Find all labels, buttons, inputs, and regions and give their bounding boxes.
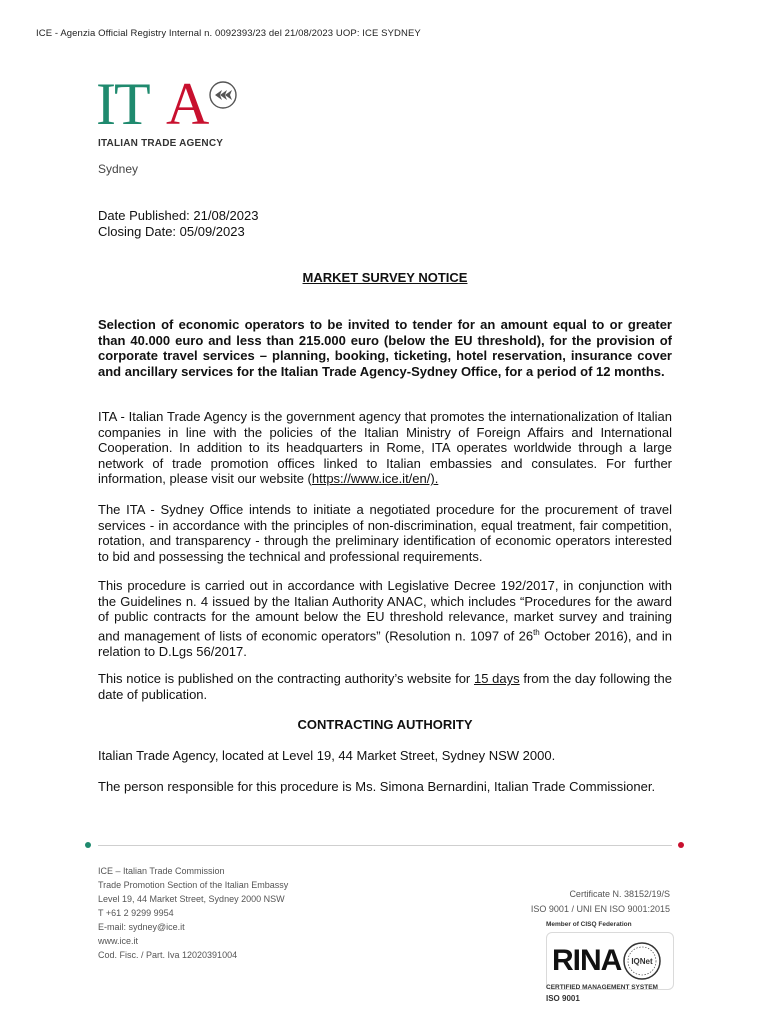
logo-letters-it: IT	[96, 71, 149, 137]
intro-paragraph	[98, 409, 672, 487]
authority-address: Italian Trade Agency, located at Level 19, 44 Market Street, Sydney NSW 2000.	[98, 748, 556, 763]
notice-dates	[98, 208, 258, 240]
separator-dot-red	[678, 842, 684, 848]
certification-info	[500, 887, 670, 917]
ice-website-link[interactable]: https://www.ice.it/en/).	[311, 471, 439, 487]
footer-address: Level 19, 44 Market Street, Sydney 2000 NSW	[98, 894, 285, 904]
contracting-authority-heading	[0, 717, 770, 732]
footer-phone: T +61 2 9299 9954	[98, 908, 174, 918]
rina-logo: RINA	[552, 944, 622, 977]
footer-contact	[98, 864, 288, 962]
publish-text-a: This notice is published on the contracting authority’s website for	[98, 671, 474, 686]
closing-date: Closing Date: 05/09/2023	[98, 224, 245, 239]
iqnet-label: IQNet	[631, 957, 653, 966]
iqnet-badge-icon	[622, 941, 662, 981]
footer-email[interactable]: E-mail: sydney@ice.it	[98, 922, 185, 932]
footer-separator	[98, 845, 672, 846]
footer-tax-code: Cod. Fisc. / Part. Iva 12020391004	[98, 950, 238, 960]
registry-header: ICE - Agenzia Official Registry Internal n. 0092393/23 del 21/08/2023 UOP: ICE SYDNEY	[36, 28, 421, 39]
certificate-number: Certificate N. 38152/19/S	[569, 889, 670, 899]
publication-paragraph	[98, 671, 672, 702]
cisq-membership: Member of CISQ Federation	[546, 921, 632, 928]
date-published: Date Published: 21/08/2023	[98, 208, 259, 223]
contracting-authority-heading-text: CONTRACTING AUTHORITY	[297, 717, 473, 732]
legal-text-b: October 2016), and in relation to D.Lgs 56/2017.	[98, 628, 673, 659]
office-city: Sydney	[98, 162, 139, 176]
procedure-paragraph: The ITA - Sydney Office intends to initiate a negotiated procedure for the procurement of travel services - in accordance with the principles of non-discrimination, equal treatment, fair competition, rotation, and transparency - through the preliminary identification of economic operators interested to bid and possessing the technical and professional requirements.	[98, 502, 672, 564]
rina-iso-label: ISO 9001	[546, 994, 580, 1003]
iso-standard: ISO 9001 / UNI EN ISO 9001:2015	[530, 904, 670, 914]
footer-section: Trade Promotion Section of the Italian Embassy	[98, 880, 289, 890]
ita-logo	[96, 71, 256, 138]
certified-management-system: CERTIFIED MANAGEMENT SYSTEM	[546, 984, 658, 991]
footer-org: ICE – Italian Trade Commission	[98, 866, 225, 876]
legal-ordinal: th	[533, 627, 540, 637]
footer-website[interactable]: www.ice.it	[98, 936, 139, 946]
separator-dot-green	[85, 842, 91, 848]
intro-text: ITA - Italian Trade Agency is the government agency that promotes the internationalization of Italian companies in line with the policies of the Italian Ministry of Foreign Affairs and International Cooperation. In addition to its headquarters in Rome, ITA operates worldwide through a large network of trade promotion offices linked to Italian embassies and consulates. For further information, please visit our website (	[98, 409, 672, 487]
notice-title-text: MARKET SURVEY NOTICE	[302, 270, 468, 285]
logo-letter-a: A	[166, 71, 210, 137]
selection-statement: Selection of economic operators to be invited to tender for an amount equal to or greater than 40.000 euro and less than 215.000 euro (below the EU threshold), for the provision of corporate travel services – planning, booking, ticketing, hotel reservation, insurance cover and ancillary services for the Italian Trade Agency-Sydney Office, for a period of 12 months.	[98, 317, 672, 379]
notice-title	[0, 270, 770, 285]
publish-days: 15 days	[473, 671, 520, 686]
responsible-person: The person responsible for this procedure is Ms. Simona Bernardini, Italian Trade Commissioner.	[98, 779, 656, 794]
legal-paragraph	[98, 578, 672, 659]
logo-emblem-icon	[208, 80, 238, 110]
legal-text-a: This procedure is carried out in accordance with Legislative Decree 192/2017, in conjunction with the Guidelines n. 4 issued by the Italian Authority ANAC, which includes “Procedures for the award of public contracts for the amount below the EU threshold relevance, market survey and training and management of lists of economic operators” (Resolution n. 1097 of 26	[98, 578, 672, 644]
publish-text-b: from the day following the date of publication.	[98, 671, 672, 702]
agency-name: ITALIAN TRADE AGENCY	[98, 138, 224, 149]
